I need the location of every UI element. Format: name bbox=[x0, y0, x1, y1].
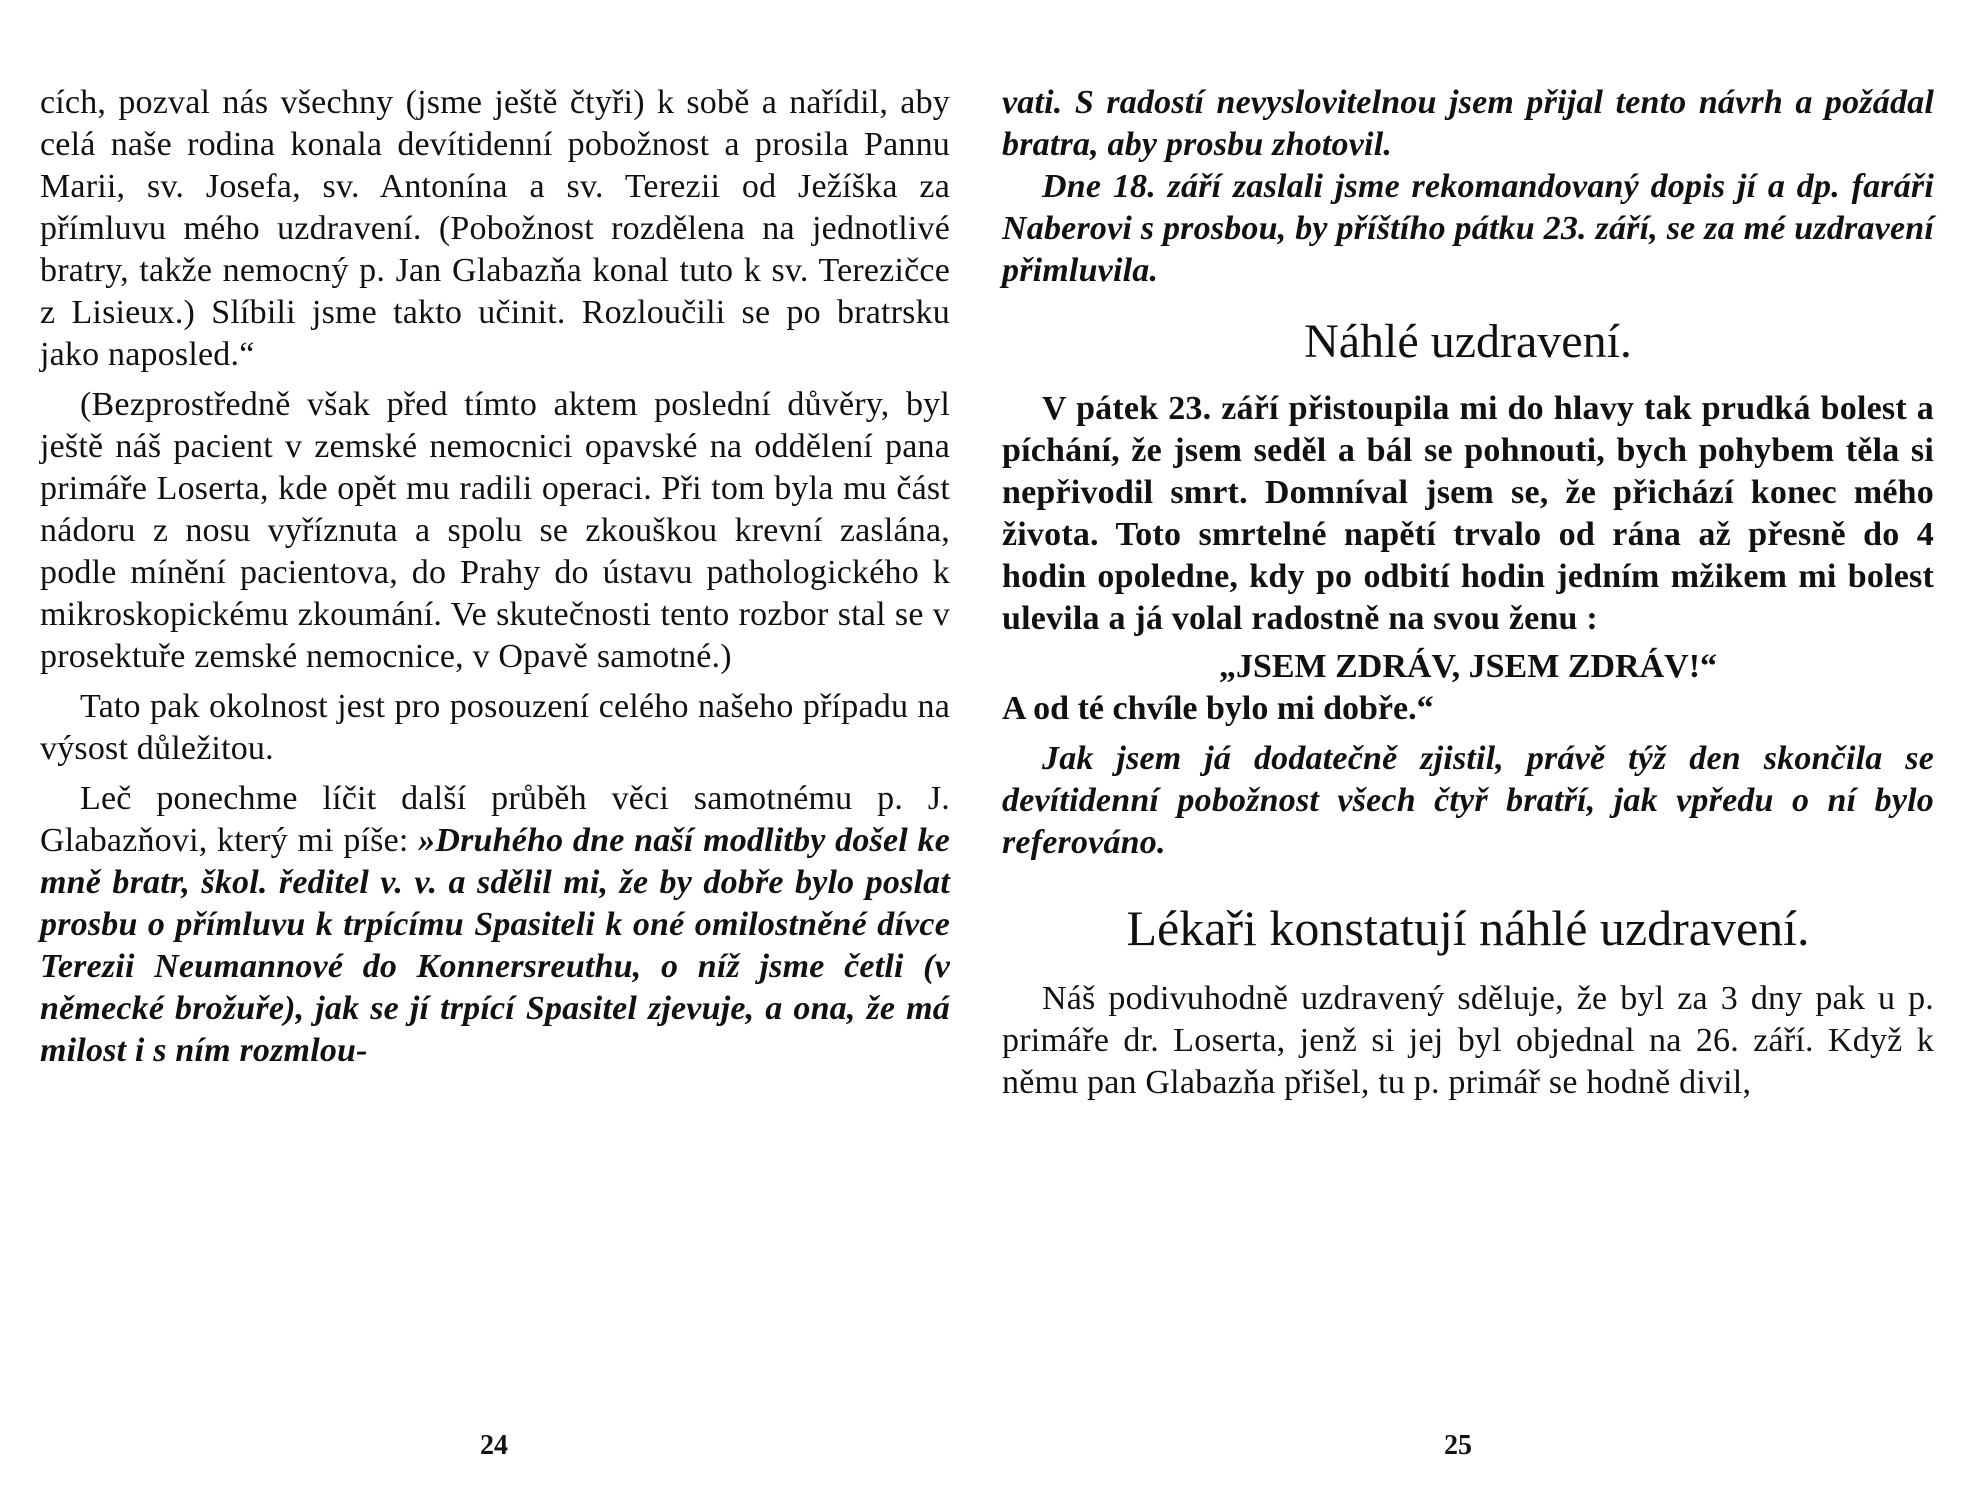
left-paragraph-4-plain: Leč ponechme líčit další průběh věci samotnému p. J. Glabazňovi, který mi píše: bbox=[40, 780, 950, 859]
author-note-paragraph: Jak jsem já dodatečně zjistil, právě týž den skončila se devítidenní pobožnost všech čtyř bratří, jak vpředu o ní bylo referováno. bbox=[1002, 740, 1934, 861]
left-paragraph-3: Tato pak okolnost jest pro posouzení celého našeho případu na výsost důležitou. bbox=[40, 688, 950, 767]
doctors-paragraph: Náš podivuhodně uzdravený sděluje, že byl za 3 dny pak u p. primáře dr. Loserta, jenž si jej byl objednal na 26. září. Když k němu pan Glabazňa přišel, tu p. primář se hodně divil, bbox=[1002, 980, 1934, 1101]
left-page-text bbox=[40, 82, 950, 1072]
left-paragraph-1: cích, pozval nás všechny (jsme ještě čtyři) k sobě a nařídil, aby celá naše rodina konala devítidenní pobožnost a prosila Pannu Marii, sv. Josefa, sv. Antonína a sv. Terezii od Ježíška za přímluvu mého uzdravení. (Pobožnost rozdělena na jednotlivé bratry, takže nemocný p. Jan Glabazňa konal tuto k sv. Terezičce z Lisieux.) Slíbili jsme takto učinit. Rozloučili se po bratrsku jako naposled.“ bbox=[40, 84, 950, 373]
section-heading-sudden-healing: Náhlé uzdravení. bbox=[1304, 315, 1632, 368]
left-paragraph-2: (Bezprostředně však před tímto aktem poslední důvěry, byl ještě náš pacient v zemské nemocnici opavské na oddělení pana primáře Loserta, kde opět mu radili operaci. Při tom byla mu část nádoru z nosu vyříznuta a spolu se zkouškou krevní zaslána, podle mínění pacientova, do Prahy do ústavu pathologického k mikroskopickému zkoumání. Ve skutečnosti tento rozbor stal se v prosektuře zemské nemocnice, v Opavě samotné.) bbox=[40, 386, 950, 675]
section-heading-doctors: Lékaři konstatují náhlé uzdravení. bbox=[1126, 900, 1810, 956]
right-intro-paragraph-2: Dne 18. září zaslali jsme rekomandovaný dopis jí a dp. faráři Naberovi s prosbou, by příštího pátku 23. září, se za mé uzdravení přimluvila. bbox=[1002, 168, 1934, 289]
left-paragraph-4 bbox=[40, 778, 950, 1072]
right-page-text bbox=[1002, 82, 1934, 1104]
page-number: 25 bbox=[1444, 1430, 1472, 1461]
closing-line: A od té chvíle bylo mi dobře.“ bbox=[1002, 690, 1434, 727]
left-paragraph-4-italic: »Druhého dne naší modlitby došel ke mně bratr, škol. ředitel v. v. a sdělil mi, že by dobře bylo poslat prosbu o přímluvu k trpícímu Spasiteli k oné omilostněné dívce Terezii Neumannové do Konnersreuthu, o níž jsme četli (v německé brožuře), jak se jí trpící Spasitel zjevuje, a ona, že má milost i s ním rozmlou- bbox=[40, 822, 950, 1069]
healing-account-paragraph: V pátek 23. září přistoupila mi do hlavy tak prudká bolest a píchání, že jsem seděl a bál se pohnouti, bych pohybem těla si nepřivodil smrt. Domníval jsem se, že přichází konec mého života. Toto smrtelné napětí trvalo od rána až přesně do 4 hodin opoledne, kdy po odbití hodin jedním mžikem mi bolest ulevila a já volal radostně na svou ženu : bbox=[1002, 390, 1934, 637]
page-number: 24 bbox=[480, 1430, 508, 1461]
right-page bbox=[982, 0, 1964, 1500]
right-intro-paragraph-1: vati. S radostí nevyslovitelnou jsem přijal tento návrh a požádal bratra, aby prosbu zhotovil. bbox=[1002, 84, 1934, 163]
exclamation-line: „JSEM ZDRÁV, JSEM ZDRÁV!“ bbox=[1218, 648, 1718, 685]
